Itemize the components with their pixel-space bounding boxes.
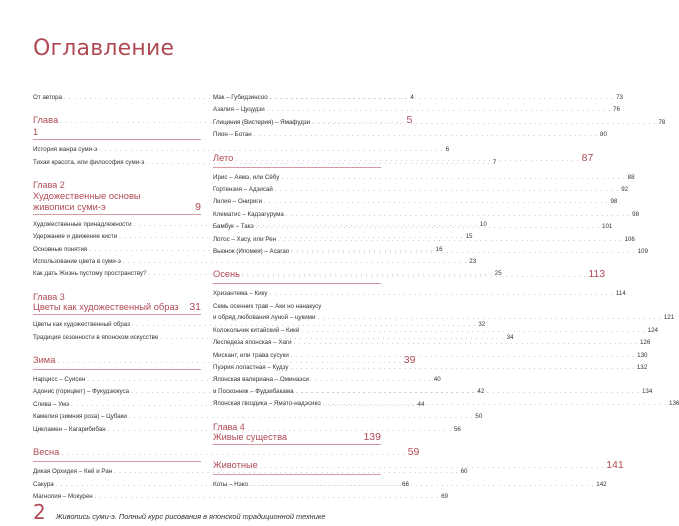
toc-entry[interactable]: Колокольчик китайский – Кикё . . . 124: [213, 325, 381, 337]
toc-entry[interactable]: Лотос – Хасу, или Рен . . . 106: [213, 234, 381, 246]
toc-entry[interactable]: Использование цвета в суми-э . . . 23: [33, 256, 201, 268]
toc-entry[interactable]: Как дать Жизнь пустому пространству? . . . 25: [33, 268, 201, 280]
toc-entry[interactable]: Традиция сезонности в японском искусстве . . . 34: [33, 332, 201, 344]
toc-entry[interactable]: История жанра суми-э . . . 6: [33, 144, 201, 156]
toc-entry[interactable]: Лилия – Онириги . . . 98: [213, 196, 381, 208]
chapter-4-heading[interactable]: Глава 4 Живые существа 139: [213, 421, 381, 444]
toc-entry[interactable]: Слива – Умэ . . . 44: [33, 399, 201, 411]
toc-entry[interactable]: Глициния (Вистерия) – Ямафудзи . . . 78: [213, 117, 381, 129]
toc-entry[interactable]: Пион – Ботан . . . 80: [213, 129, 381, 141]
toc-entry[interactable]: Магнолия – Мокурен . . . 69: [33, 491, 201, 503]
toc-entry[interactable]: Камелия (зимняя роза) – Цубаки . . . 50: [33, 411, 201, 423]
section-winter-heading[interactable]: Зима . . . 39: [33, 355, 201, 370]
toc-entry[interactable]: Нарцисс – Суисен . . . 40: [33, 374, 201, 386]
toc-entry[interactable]: Гортензия – Адзисай . . . 92: [213, 184, 381, 196]
toc-entry[interactable]: Ирис – Аямэ, или Сёбу . . . 88: [213, 172, 381, 184]
chapter-2-heading[interactable]: Глава 2 Художественные основы живописи суми-э 9: [33, 180, 201, 213]
section-summer-heading[interactable]: Лето . . . 87: [213, 153, 381, 168]
toc-entry[interactable]: Тихая красота, или философия суми-э . . . 7: [33, 157, 201, 169]
running-footer-title: Живопись суми-э. Полный курс рисования в японской традиционной технике: [55, 512, 326, 521]
toc-entry[interactable]: Бамбук – Такэ . . . 101: [213, 221, 381, 233]
toc-entry[interactable]: и Посконник – Фудзибакама . . . 134: [213, 386, 381, 398]
toc-entry[interactable]: Вьюнок (Ипомея) – Асагао . . . 109: [213, 246, 381, 258]
page-footer: [33, 500, 382, 524]
toc-entry[interactable]: От автора . . . 4: [33, 92, 201, 104]
section-animals-heading[interactable]: Животные . . . 141: [213, 460, 381, 475]
toc-entry[interactable]: и обряд любования луной – цукими . . . 121: [213, 312, 381, 324]
toc-entry[interactable]: Японская валериана – Оминаэси: [213, 376, 310, 384]
toc-entry[interactable]: Сакура . . . 66: [33, 479, 201, 491]
page-number: 2: [33, 500, 46, 524]
toc-entry[interactable]: Художественные принадлежности . . . 10: [33, 219, 201, 231]
toc-entry[interactable]: Коты – Нэко . . . 142: [213, 479, 381, 491]
toc-entry[interactable]: Дикая Орхидея – Кей и Ран . . . 60: [33, 466, 201, 478]
toc-entry[interactable]: Цикламен – Кагарибибан . . . 56: [33, 424, 201, 436]
page-title: Оглавление: [33, 36, 175, 61]
toc-entry[interactable]: Хризантема – Кику . . . 114: [213, 288, 381, 300]
toc-entry[interactable]: Семь осенних трав – Аки но нанакусу: [213, 302, 322, 310]
toc-entry[interactable]: Адонис (горицвет) – Фукудзюкуса . . . 42: [33, 386, 201, 398]
toc-entry[interactable]: Мак – Губидзинсоо . . . 73: [213, 92, 381, 104]
toc-entry[interactable]: Удержание и движение кисти . . . 15: [33, 231, 201, 243]
toc-entry[interactable]: Азалия – Цуцудзи . . . 76: [213, 104, 381, 116]
toc-entry[interactable]: Леспедеза японская – Хаги . . . 126: [213, 337, 381, 349]
toc-entry[interactable]: Основные понятия . . . 16: [33, 244, 201, 256]
toc-entry[interactable]: Клематис – Кадзагурума . . . 98: [213, 209, 381, 221]
section-spring-heading[interactable]: Весна . . . 59: [33, 447, 201, 462]
toc-entry[interactable]: Японская гвоздика – Ямато-надэсико . . . 136: [213, 398, 381, 410]
toc-entry[interactable]: Мискант, или трава сусуки . . . 130: [213, 350, 381, 362]
chapter-3-heading[interactable]: Глава 3 Цветы как художественный образ 31: [33, 291, 201, 314]
section-autumn-heading[interactable]: Осень . . . 113: [213, 269, 381, 284]
chapter-1-heading[interactable]: Глава 1 . . . 5: [33, 115, 201, 140]
toc-entry[interactable]: Пуэрия лопастная – Кудзу . . . 132: [213, 362, 381, 374]
toc-entry[interactable]: Цветы как художественный образ . . . 32: [33, 319, 201, 331]
